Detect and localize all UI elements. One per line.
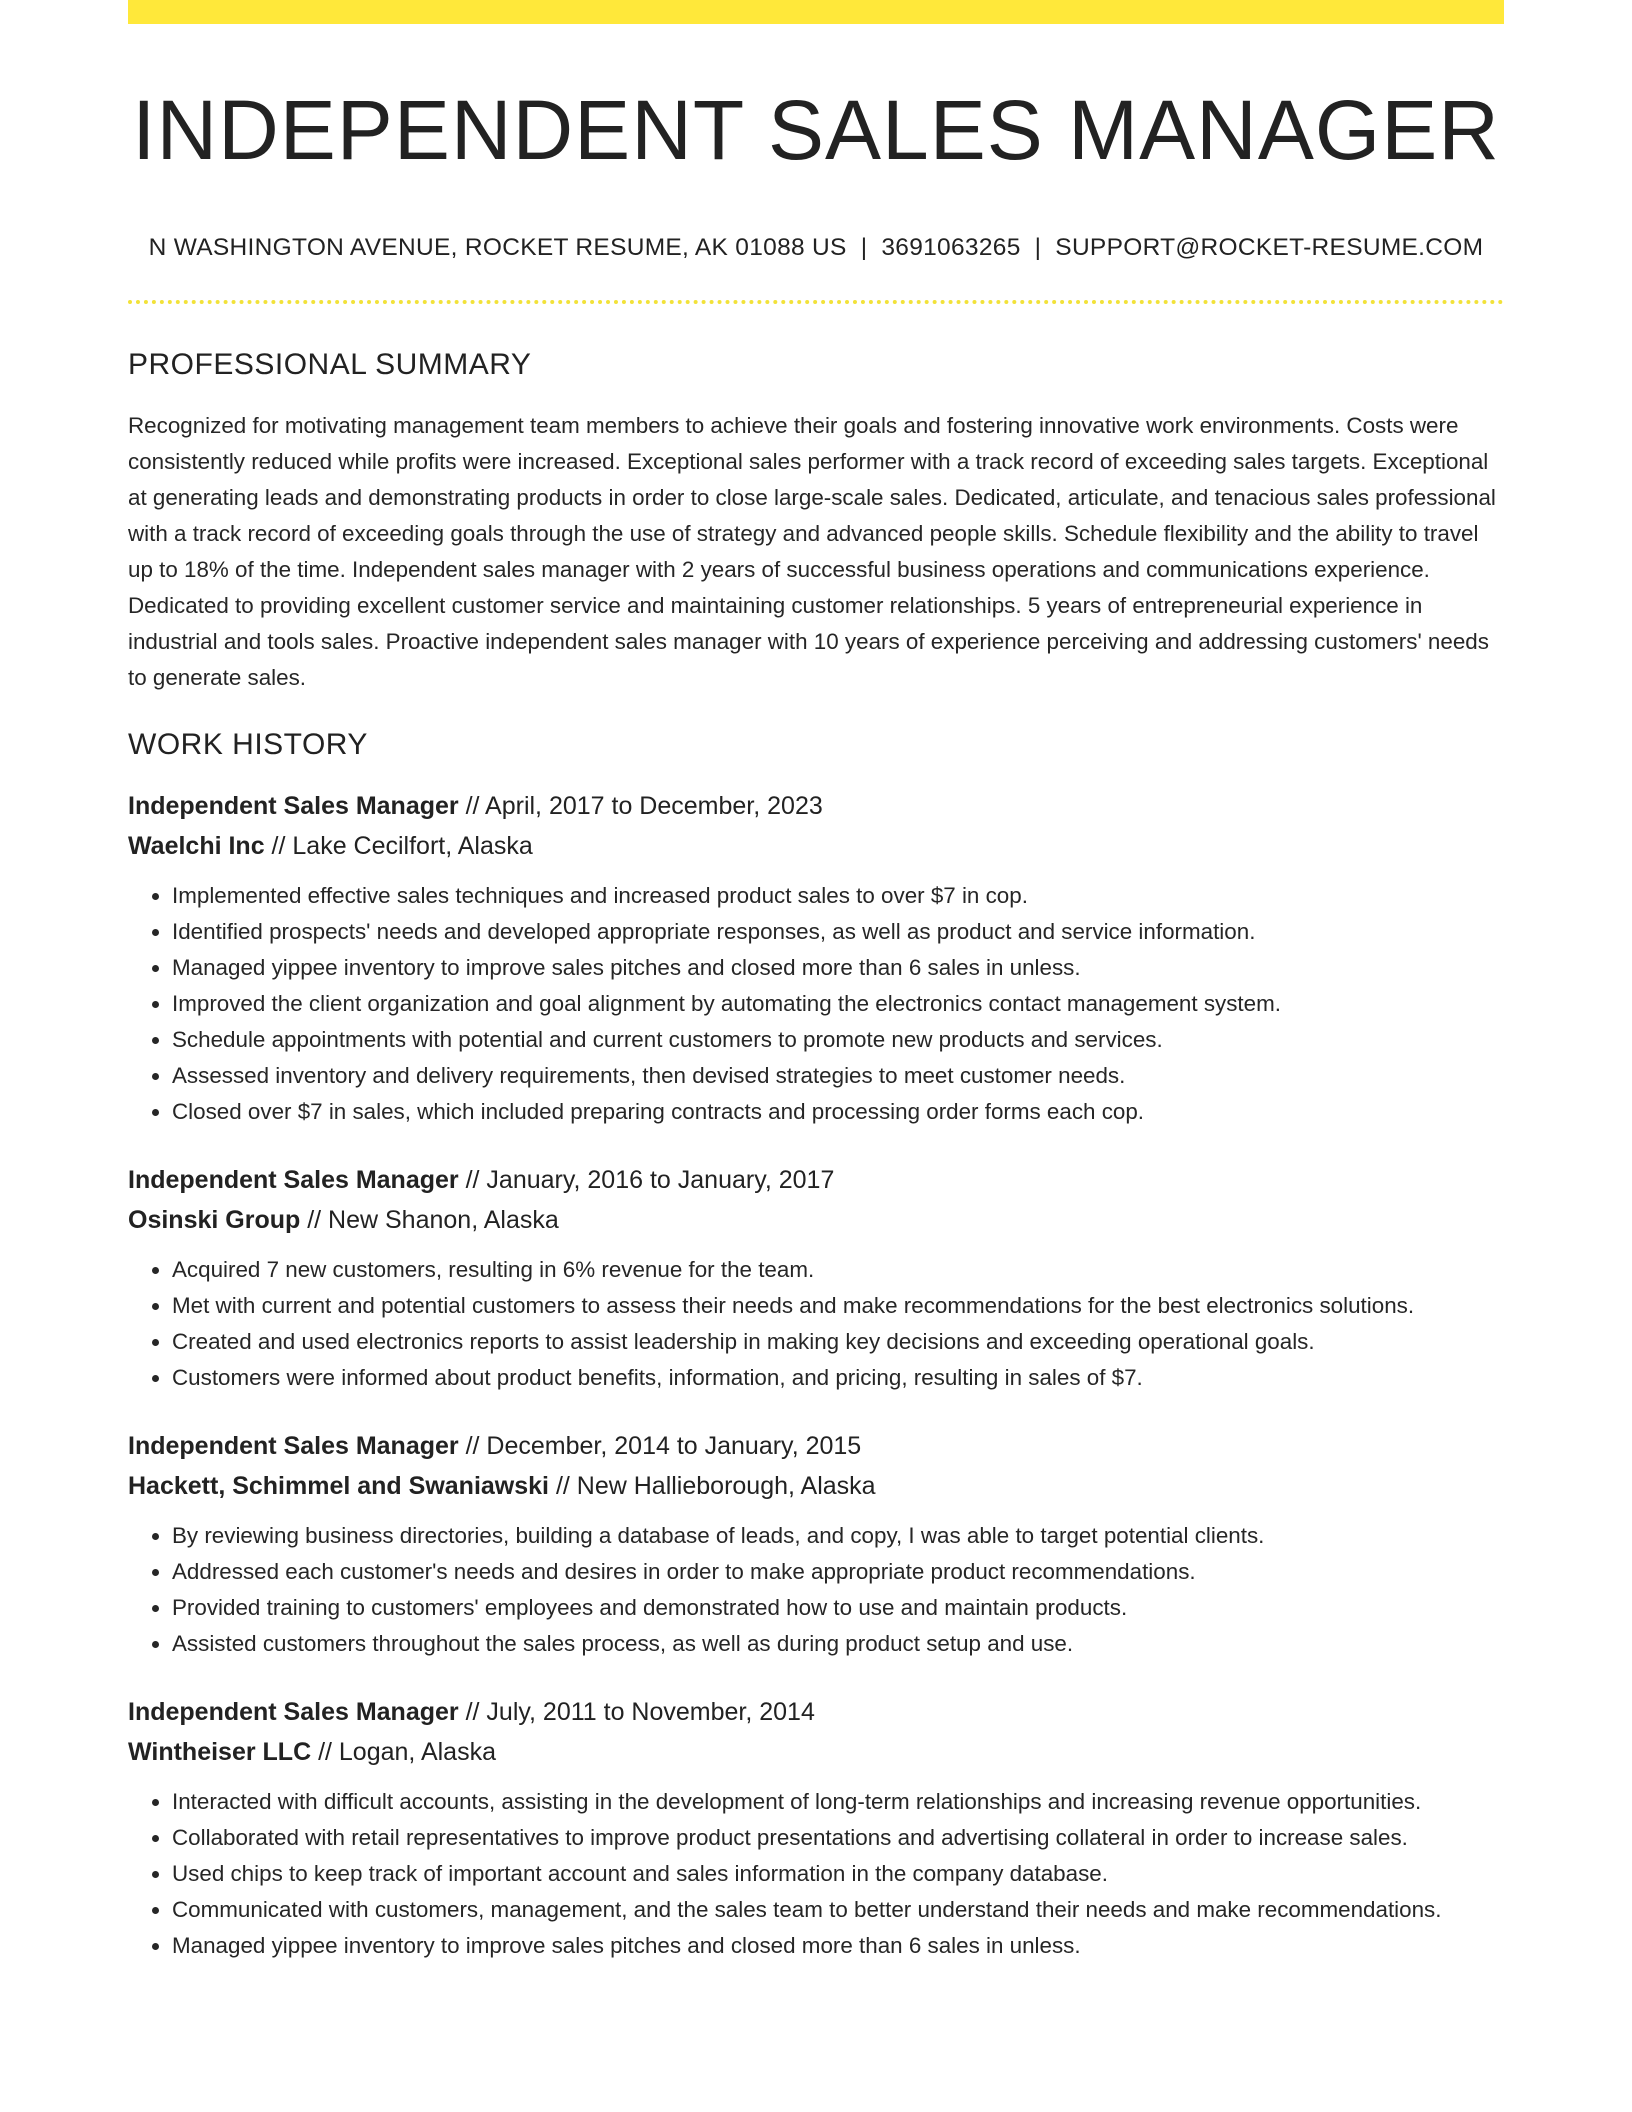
job-company-line	[128, 826, 1504, 866]
job-location: // Lake Cecilfort, Alaska	[264, 832, 533, 861]
bullet-item: • Provided training to customers' employees and demonstrated how to use and maintain products.	[172, 1590, 1504, 1626]
resume-title: INDEPENDENT SALES MANAGER	[132, 83, 1500, 177]
summary-heading: PROFESSIONAL SUMMARY	[128, 348, 532, 382]
summary-text: Recognized for motivating management team members to achieve their goals and fostering innovative work environments. Costs were consistently reduced while profits were increased. Exceptional sales performer with a track record of exceeding sales targets. Exceptional at generating leads and demonstrating products in order to close large-scale sales. Dedicated, articulate, and tenacious sales professional with a track record of exceeding goals through the use of strategy and advanced people skills. Schedule flexibility and the ability to travel up to 18% of the time. Independent sales manager with 2 years of successful business operations and communications experience. Dedicated to providing excellent customer service and maintaining customer relationships. 5 years of entrepreneurial experience in industrial and tools sales. Proactive independent sales manager with 10 years of experience perceiving and addressing customers' needs to generate sales.	[128, 413, 1496, 691]
job-dates: // December, 2014 to January, 2015	[458, 1432, 862, 1461]
bullet-item: • Schedule appointments with potential and current customers to promote new products and services.	[172, 1022, 1504, 1058]
bullet-item: • Used chips to keep track of important account and sales information in the company database.	[172, 1856, 1504, 1892]
bullet-item: • Communicated with customers, management, and the sales team to better understand their needs and make recommendations.	[172, 1892, 1504, 1928]
job-dates: // January, 2016 to January, 2017	[458, 1166, 835, 1195]
job-company: Wintheiser LLC	[128, 1738, 312, 1767]
bullet-item: • Acquired 7 new customers, resulting in 6% revenue for the team.	[172, 1252, 1504, 1288]
job-role-line	[128, 1160, 1504, 1200]
job-dates: // July, 2011 to November, 2014	[458, 1698, 815, 1727]
bullet-item: • Created and used electronics reports to assist leadership in making key decisions and exceeding operational goals.	[172, 1324, 1504, 1360]
bullet-item: • Customers were informed about product benefits, information, and pricing, resulting in sales of $7.	[172, 1360, 1504, 1396]
bullet-item: • Identified prospects' needs and developed appropriate responses, as well as product and service information.	[172, 914, 1504, 950]
bullet-item: • Met with current and potential customers to assess their needs and make recommendations for the best electronics solutions.	[172, 1288, 1504, 1324]
contact-phone: 3691063265	[881, 234, 1021, 262]
job-entry	[128, 1426, 1504, 1662]
bullet-item: • By reviewing business directories, building a database of leads, and copy, I was able to target potential clients.	[172, 1518, 1504, 1554]
job-bullets	[128, 1252, 1504, 1396]
job-company: Osinski Group	[128, 1206, 301, 1235]
bullet-item: • Managed yippee inventory to improve sales pitches and closed more than 6 sales in unless.	[172, 950, 1504, 986]
job-entry	[128, 1160, 1504, 1396]
contact-line	[128, 234, 1504, 262]
bullet-item: • Managed yippee inventory to improve sales pitches and closed more than 6 sales in unless.	[172, 1928, 1504, 1964]
dotted-divider	[128, 300, 1504, 304]
job-list	[128, 786, 1504, 1964]
bullet-item: • Collaborated with retail representatives to improve product presentations and advertising collateral in order to increase sales.	[172, 1820, 1504, 1856]
bullet-item: • Improved the client organization and goal alignment by automating the electronics contact management system.	[172, 986, 1504, 1022]
job-bullets	[128, 1784, 1504, 1964]
job-role: Independent Sales Manager	[128, 1432, 459, 1461]
bullet-item: • Assisted customers throughout the sales process, as well as during product setup and use.	[172, 1626, 1504, 1662]
job-entry	[128, 1692, 1504, 1964]
job-role: Independent Sales Manager	[128, 792, 459, 821]
job-bullets	[128, 878, 1504, 1130]
accent-bar	[128, 0, 1504, 24]
job-company-line	[128, 1466, 1504, 1506]
job-location: // New Hallieborough, Alaska	[549, 1472, 876, 1501]
work-history-heading: WORK HISTORY	[128, 728, 368, 762]
job-role-line	[128, 1426, 1504, 1466]
job-company: Hackett, Schimmel and Swaniawski	[128, 1472, 549, 1501]
job-company-line	[128, 1732, 1504, 1772]
contact-email: SUPPORT@ROCKET-RESUME.COM	[1055, 234, 1484, 262]
job-role-line	[128, 786, 1504, 826]
bullet-item: • Addressed each customer's needs and desires in order to make appropriate product recommendations.	[172, 1554, 1504, 1590]
job-role: Independent Sales Manager	[128, 1166, 459, 1195]
bullet-item: • Interacted with difficult accounts, assisting in the development of long-term relationships and increasing revenue opportunities.	[172, 1784, 1504, 1820]
job-bullets	[128, 1518, 1504, 1662]
job-company-line	[128, 1200, 1504, 1240]
contact-separator: |	[1034, 234, 1042, 262]
job-role: Independent Sales Manager	[128, 1698, 459, 1727]
job-entry	[128, 786, 1504, 1130]
job-location: // New Shanon, Alaska	[300, 1206, 559, 1235]
contact-address: N WASHINGTON AVENUE, ROCKET RESUME, AK 01088 US	[148, 234, 847, 262]
bullet-item: • Assessed inventory and delivery requirements, then devised strategies to meet customer needs.	[172, 1058, 1504, 1094]
contact-separator: |	[860, 234, 868, 262]
job-location: // Logan, Alaska	[311, 1738, 496, 1767]
job-dates: // April, 2017 to December, 2023	[458, 792, 823, 821]
bullet-item: • Implemented effective sales techniques and increased product sales to over $7 in cop.	[172, 878, 1504, 914]
job-role-line	[128, 1692, 1504, 1732]
resume-page	[128, 0, 1504, 1964]
job-company: Waelchi Inc	[128, 832, 265, 861]
bullet-item: • Closed over $7 in sales, which included preparing contracts and processing order forms each cop.	[172, 1094, 1504, 1130]
